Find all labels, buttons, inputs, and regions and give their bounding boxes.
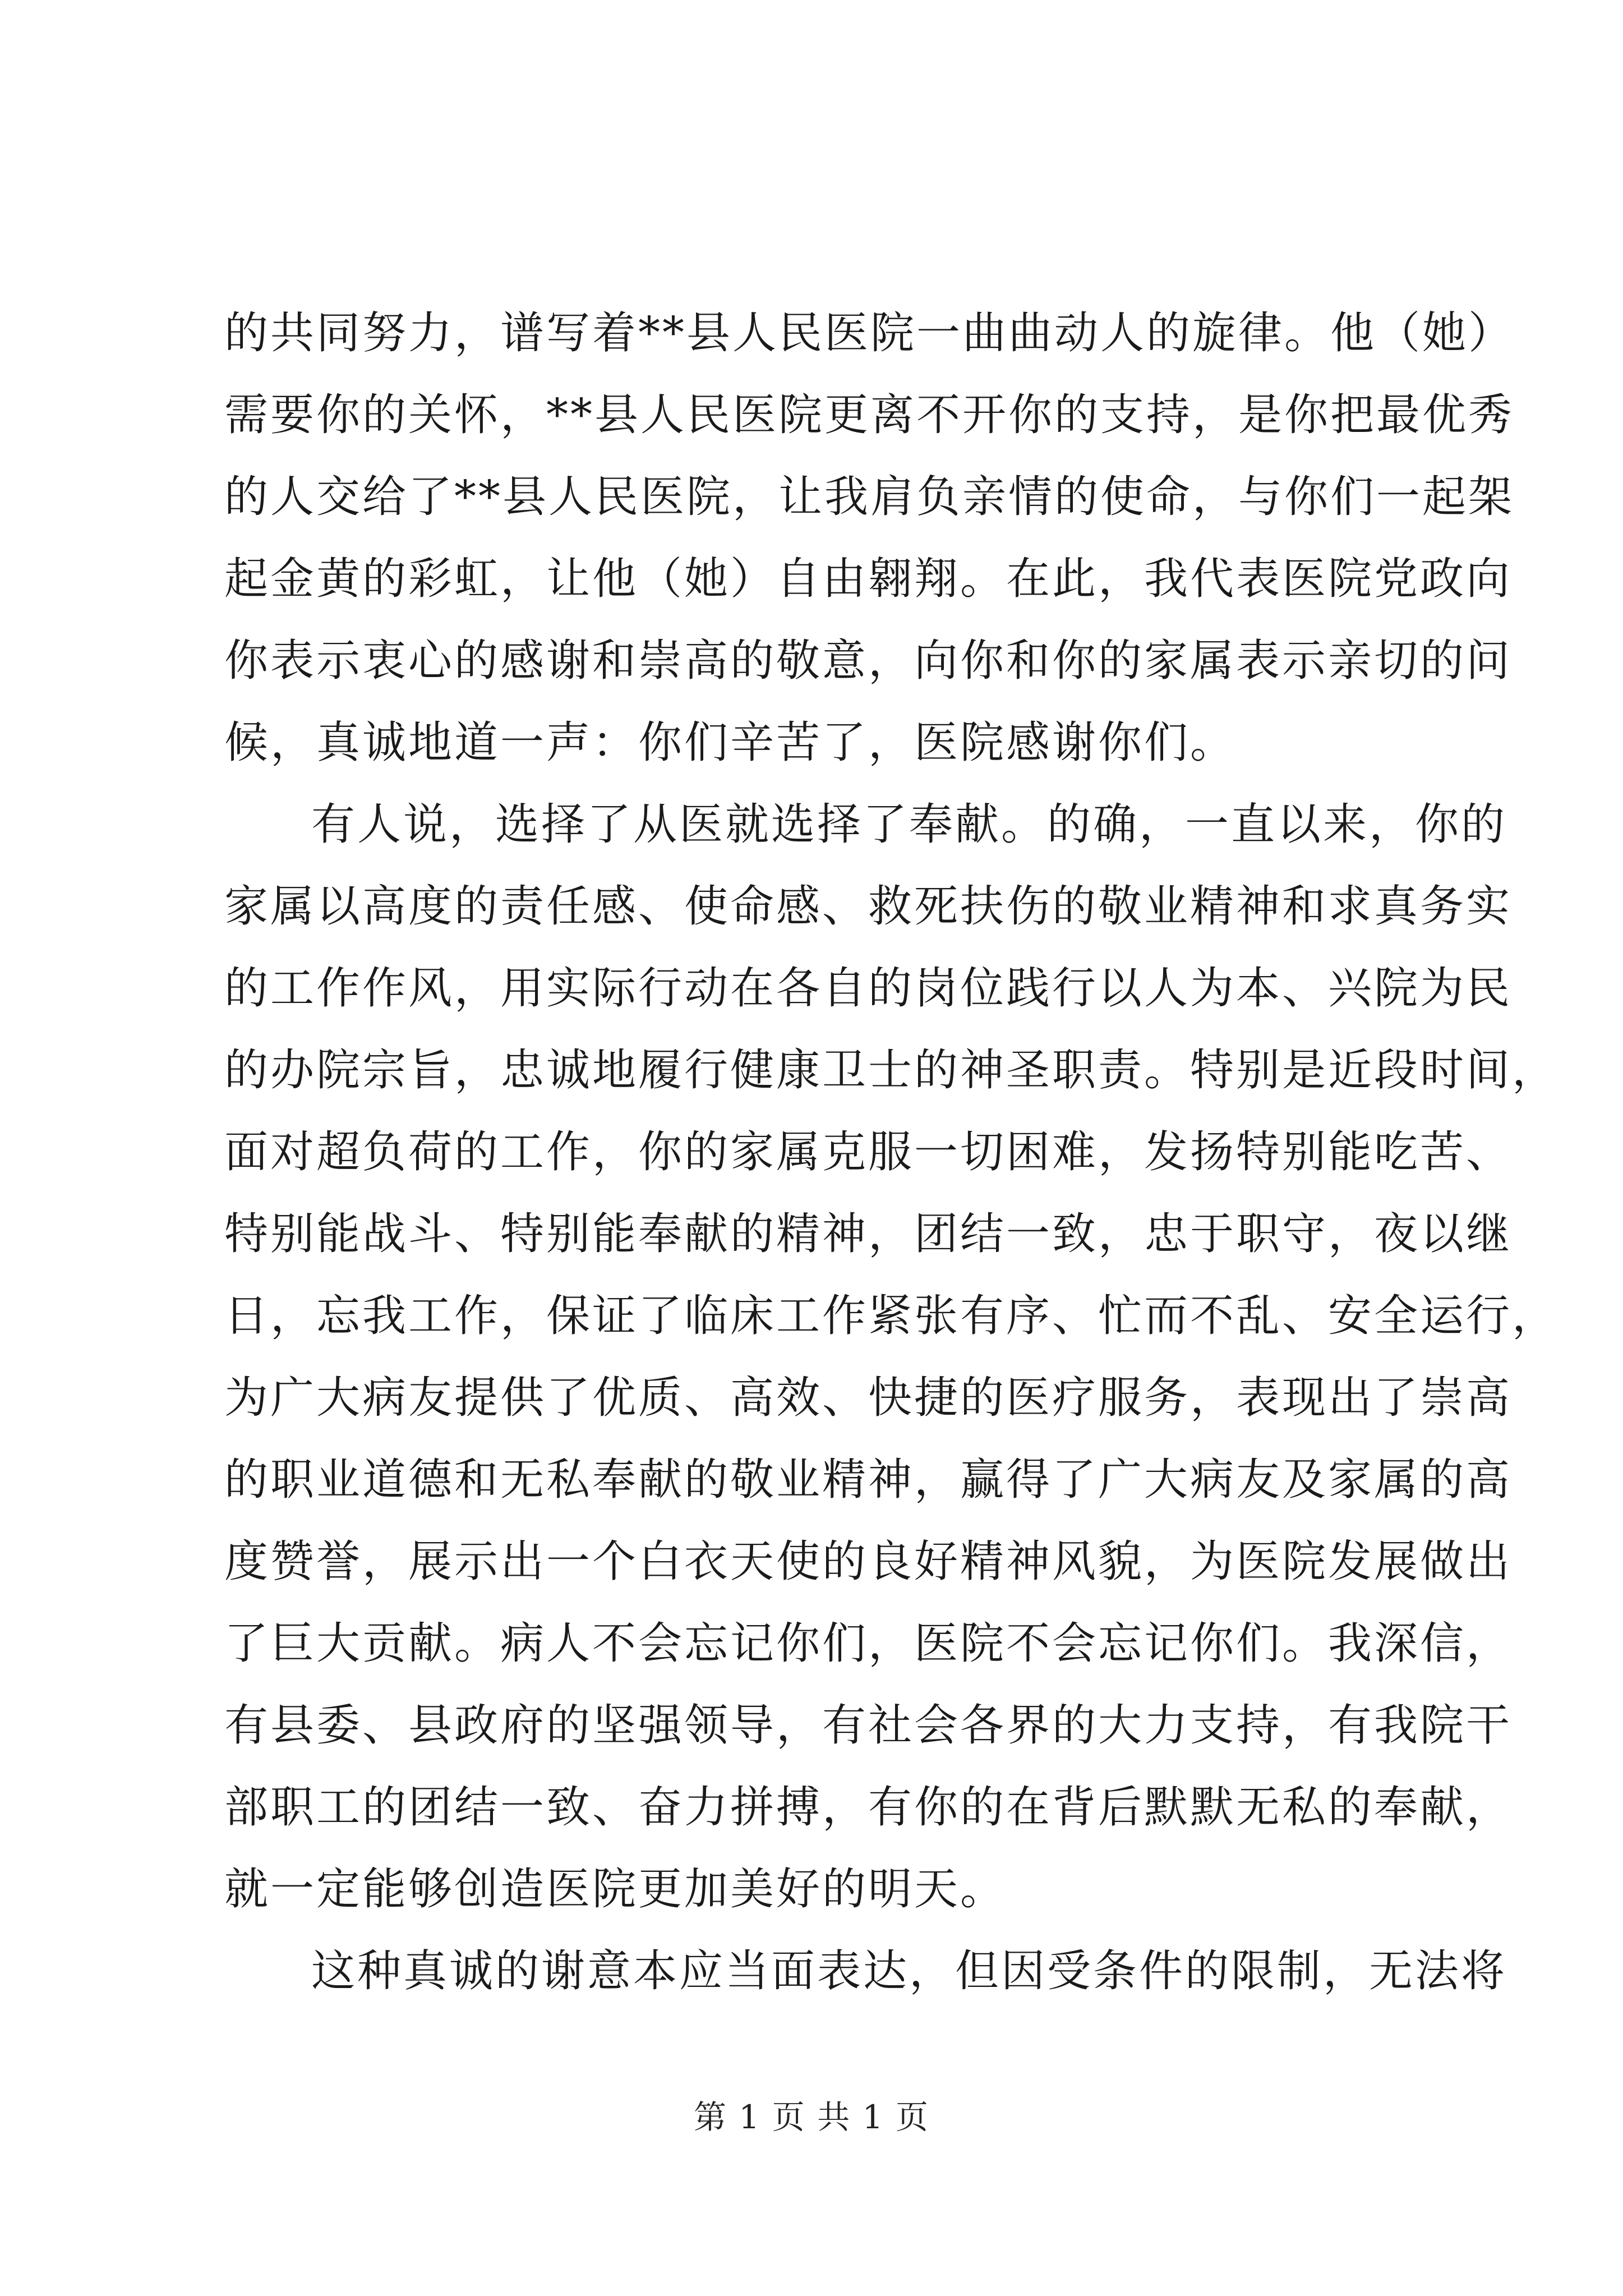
text-line-14: 为广大病友提供了优质、高效、快捷的医疗服务，表现出了崇高 [224, 1373, 1513, 1423]
text-line-8: 家属以高度的责任感、使命感、救死扶伤的敬业精神和求真务实 [224, 881, 1513, 932]
text-line-4: 起金黄的彩虹，让他（她）自由翱翔。在此，我代表医院党政向 [224, 554, 1513, 604]
text-line-15: 的职业道德和无私奉献的敬业精神，赢得了广大病友及家属的高 [224, 1455, 1513, 1505]
page-number-footer: 第 1 页 共 1 页 [694, 2098, 929, 2136]
text-line-19: 部职工的团结一致、奋力拼搏，有你的在背后默默无私的奉献， [224, 1782, 1513, 1833]
text-line-13: 日，忘我工作，保证了临床工作紧张有序、忙而不乱、安全运行， [224, 1291, 1559, 1341]
text-line-1: 的共同努力，谱写着**县人民医院一曲曲动人的旋律。他（她） [224, 308, 1515, 358]
text-line-10: 的办院宗旨，忠诚地履行健康卫士的神圣职责。特别是近段时间， [224, 1045, 1559, 1096]
text-line-20: 就一定能够创造医院更加美好的明天。 [224, 1864, 1007, 1915]
text-line-3: 的人交给了**县人民医院，让我肩负亲情的使命，与你们一起架 [224, 472, 1515, 522]
text-line-18: 有县委、县政府的坚强领导，有社会各界的大力支持，有我院干 [224, 1700, 1513, 1751]
text-line-12: 特别能战斗、特别能奉献的精神，团结一致，忠于职守，夜以继 [224, 1209, 1513, 1259]
text-line-11: 面对超负荷的工作，你的家属克服一切困难，发扬特别能吃苦、 [224, 1127, 1513, 1177]
text-line-6: 候，真诚地道一声：你们辛苦了，医院感谢你们。 [224, 717, 1237, 768]
text-line-2: 需要你的关怀，**县人民医院更离不开你的支持，是你把最优秀 [224, 390, 1515, 440]
text-line-17: 了巨大贡献。病人不会忘记你们，医院不会忘记你们。我深信， [224, 1618, 1513, 1669]
text-line-16: 度赞誉，展示出一个白衣天使的良好精神风貌，为医院发展做出 [224, 1536, 1513, 1587]
text-line-21-paragraph-start: 这种真诚的谢意本应当面表达，但因受条件的限制，无法将 [311, 1946, 1507, 1996]
text-line-7-paragraph-start: 有人说，选择了从医就选择了奉献。的确，一直以来，你的 [311, 799, 1507, 850]
text-line-5: 你表示衷心的感谢和崇高的敬意，向你和你的家属表示亲切的问 [224, 636, 1513, 686]
text-line-9: 的工作作风，用实际行动在各自的岗位践行以人为本、兴院为民 [224, 963, 1513, 1014]
